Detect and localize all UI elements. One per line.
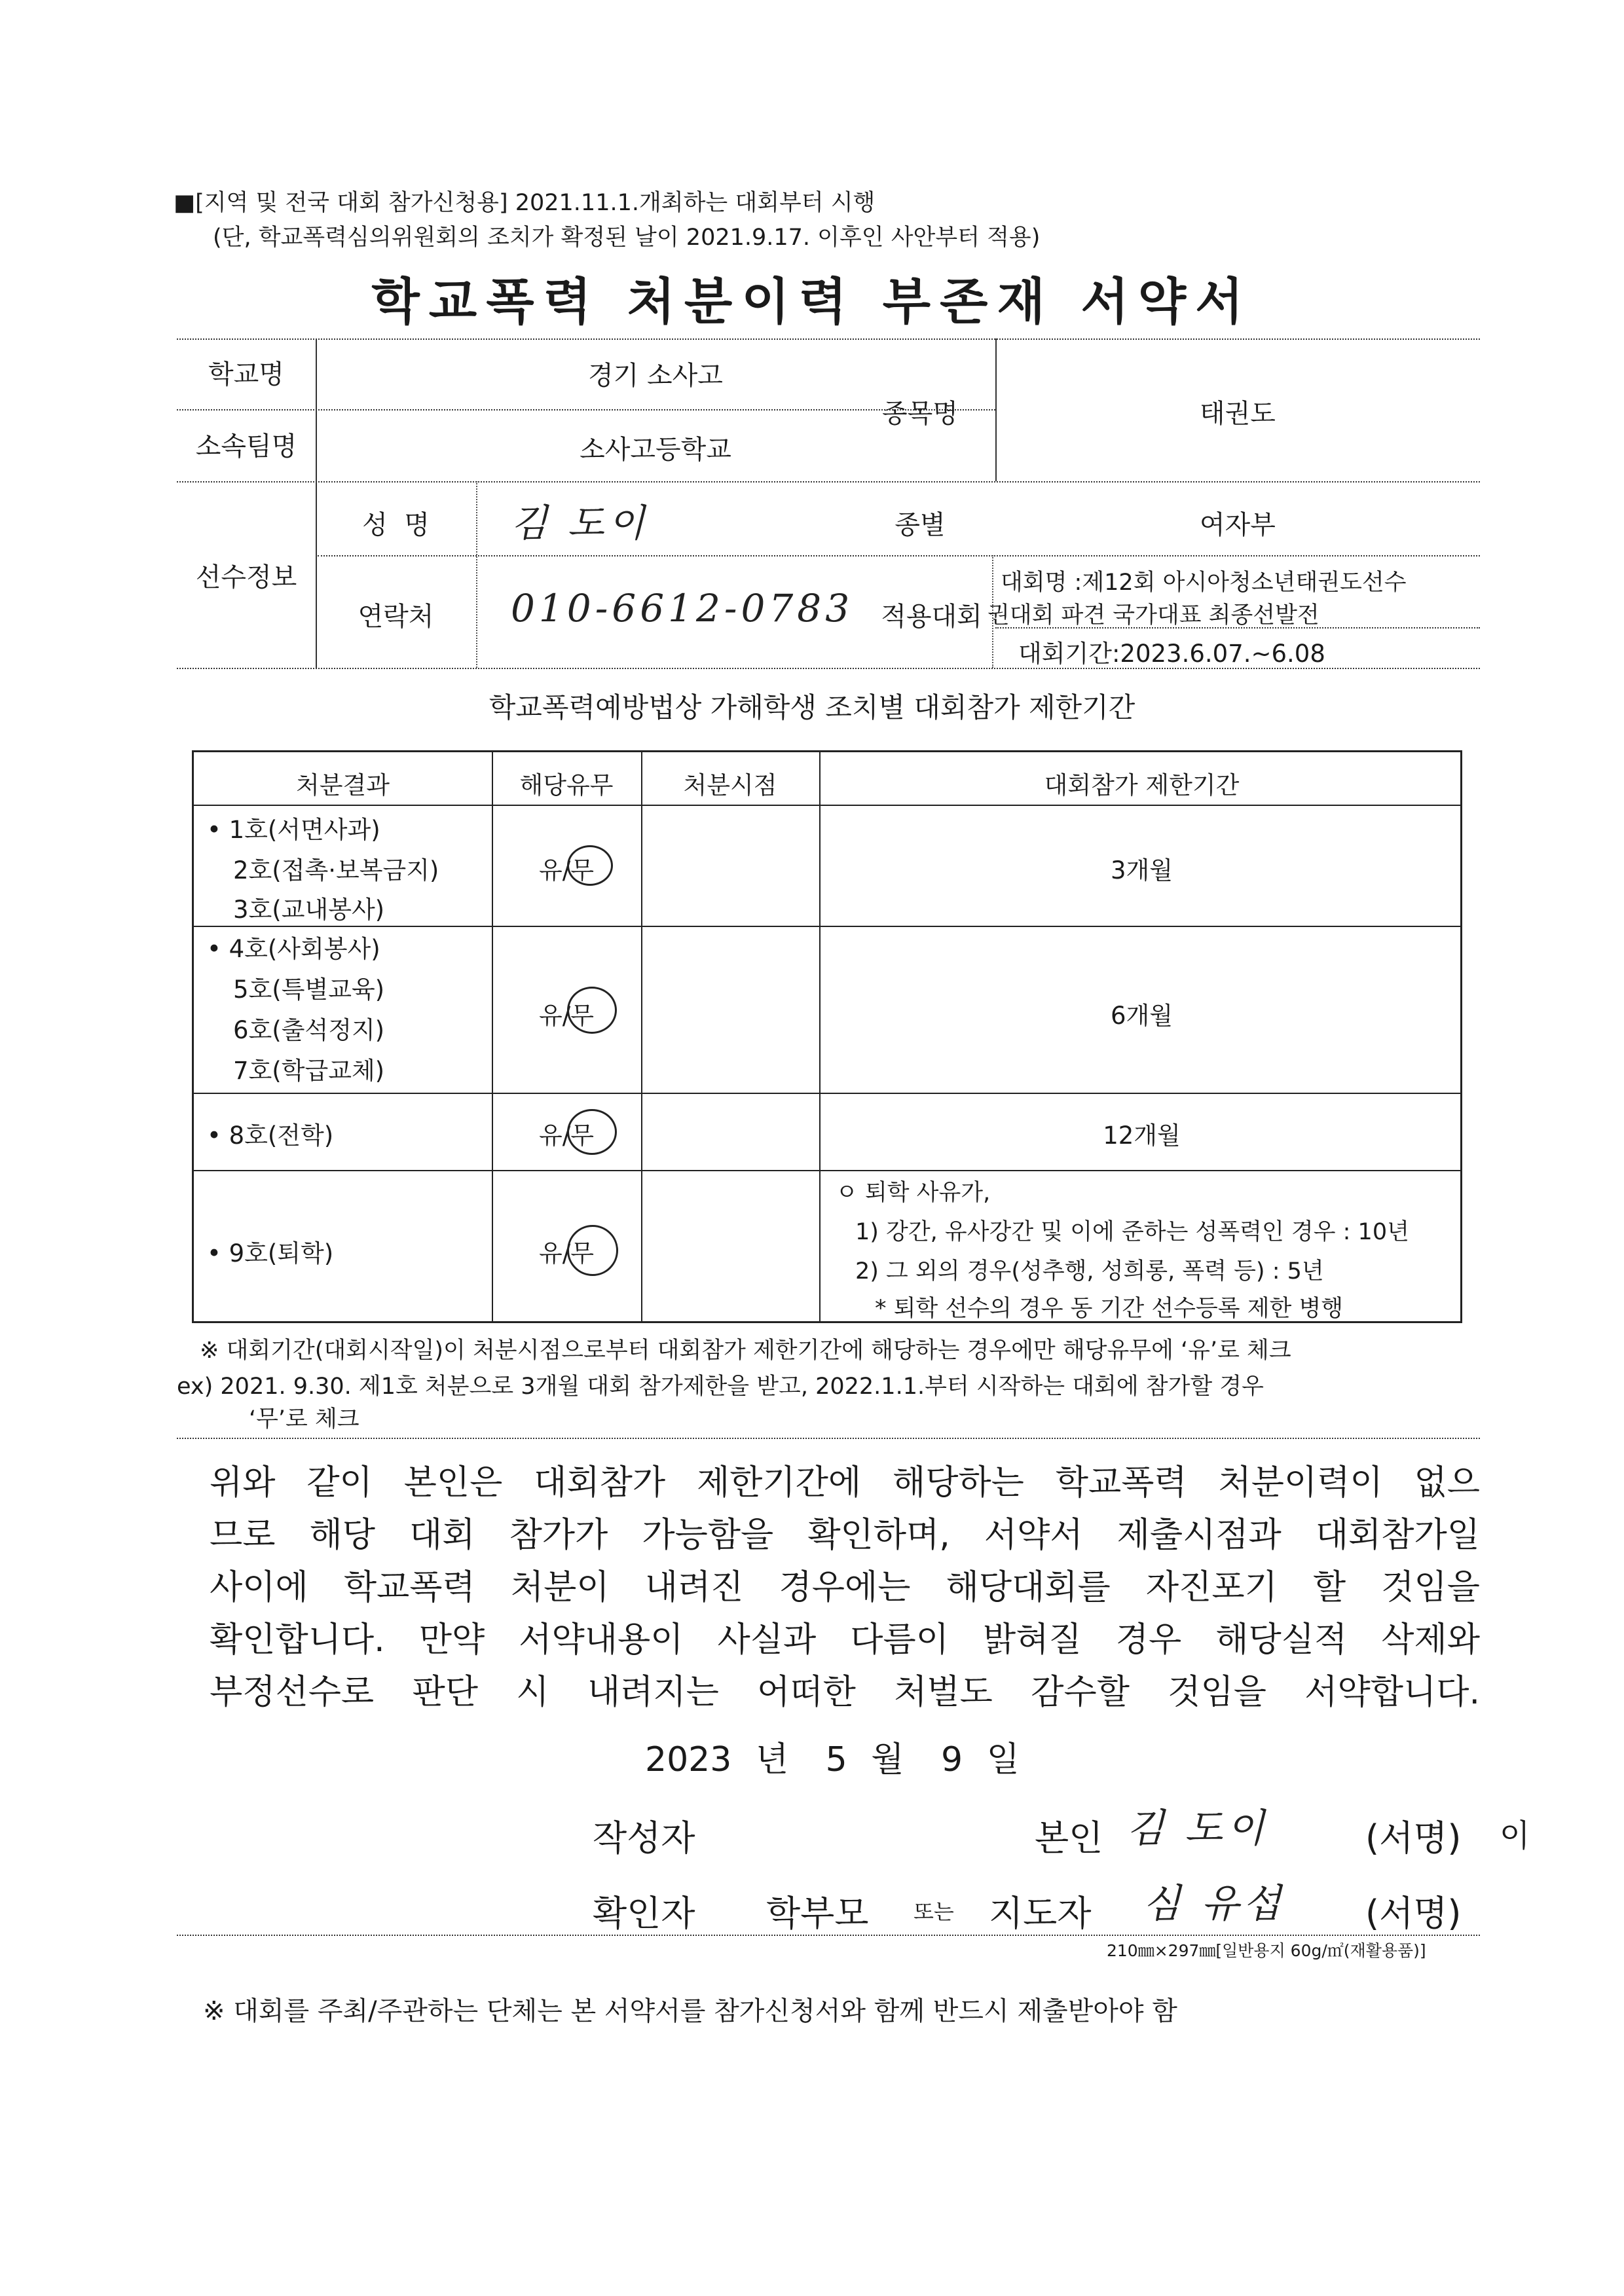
selection-circle (567, 1109, 617, 1155)
notice-line-1: ■[지역 및 전국 대회 참가신청용] 2021.11.1.개최하는 대회부터 시행 (174, 190, 876, 216)
confirmer-label: 확인자 (593, 1893, 695, 1934)
date-month: 5 (825, 1740, 847, 1779)
period-value: 6개월 (1110, 1002, 1173, 1030)
pledge-line: 위와 같이 본인은 대회참가 제한기간에 해당하는 학교폭력 처분이력이 없으 (210, 1463, 1480, 1503)
event-value: 태권도 (1200, 399, 1276, 429)
school-label: 학교명 (208, 359, 284, 390)
date-month-label: 월 (871, 1740, 904, 1779)
parent-label: 학부모 (766, 1893, 869, 1934)
divider (177, 1935, 1480, 1936)
competition-name-line2: 권대회 파견 국가대표 최종선발전 (987, 602, 1320, 629)
divider (177, 481, 1480, 483)
pledge-line: 확인합니다. 만약 서약내용이 사실과 다름이 밝혀질 경우 해당실적 삭제와 (210, 1620, 1480, 1660)
applicable-mark: 유/무 (539, 1239, 594, 1267)
name-label: 성 명 (362, 510, 430, 540)
divider (194, 805, 1460, 806)
notice-line-2: (단, 학교폭력심의위원회의 조치가 확정된 날이 2021.9.17. 이후인 사안부터 적용) (213, 225, 1041, 251)
result-item: 3호(교내봉사) (233, 896, 385, 924)
coach-label: 지도자 (989, 1893, 1092, 1934)
date-year-label: 년 (755, 1740, 789, 1779)
pledge-text (210, 1457, 1480, 1719)
competition-label: 적용대회 (881, 602, 982, 632)
date-day-label: 일 (986, 1740, 1020, 1779)
date-year: 2023 (645, 1740, 732, 1779)
footnote-2: ex) 2021. 9.30. 제1호 처분으로 3개월 대회 참가제한을 받고, 2022.1.1.부터 시작하는 대회에 참가할 경우 (177, 1374, 1264, 1400)
paper-spec: 210㎜×297㎜[일반용지 60g/㎡(재활용품)] (1107, 1941, 1426, 1960)
selection-circle (567, 845, 613, 886)
divider (476, 481, 477, 668)
self-seal-label: (서명) (1365, 1817, 1462, 1859)
result-item: • 8호(전학) (207, 1121, 334, 1150)
result-item: • 9호(퇴학) (207, 1239, 334, 1267)
header-result: 처분결과 (296, 771, 390, 799)
player-name-handwritten: 김 도이 (511, 501, 649, 545)
result-item: 5호(특별교육) (233, 975, 385, 1004)
gender-label: 종별 (895, 510, 946, 540)
school-value: 경기 소사고 (588, 361, 723, 391)
result-item: • 4호(사회봉사) (207, 935, 380, 963)
result-item: • 1호(서면사과) (207, 816, 380, 844)
date-line (645, 1732, 1020, 1781)
result-item: 2호(접촉·보복금지) (233, 856, 439, 884)
period-value: 12개월 (1103, 1121, 1181, 1150)
footnote-3: ‘무’로 체크 (249, 1406, 360, 1432)
competition-period: 대회기간:2023.6.07.~6.08 (1018, 640, 1325, 668)
competition-name-line1: 대회명 :제12회 아시아청소년태권도선수 (1001, 570, 1407, 596)
divider (194, 1170, 1460, 1171)
period-line: ㅇ 퇴학 사유가, (836, 1180, 991, 1206)
selection-circle (567, 1225, 618, 1276)
self-seal-extra: 이 (1500, 1817, 1530, 1854)
bottom-note: ※ 대회를 주최/주관하는 단체는 본 서약서를 참가신청서와 함께 반드시 제출받아야 함 (203, 1996, 1177, 2026)
header-applicable: 해당유무 (519, 771, 614, 799)
period-value: 3개월 (1110, 856, 1173, 884)
header-period: 대회참가 제한기간 (1044, 771, 1240, 799)
period-line: 2) 그 외의 경우(성추행, 성희롱, 폭력 등) : 5년 (855, 1258, 1324, 1285)
self-label: 본인 (1035, 1817, 1103, 1859)
result-item: 7호(학급교체) (233, 1057, 385, 1085)
pledge-line: 부정선수로 판단 시 내려지는 어떠한 처벌도 감수할 것임을 서약합니다. (210, 1673, 1480, 1712)
penalty-table (192, 750, 1462, 1323)
team-label: 소속팀명 (195, 431, 297, 462)
gender-value: 여자부 (1200, 510, 1276, 540)
header-time: 처분시점 (683, 771, 777, 799)
player-info-label: 선수정보 (195, 562, 297, 592)
result-item: 6호(출석정지) (233, 1016, 385, 1044)
event-label: 종목명 (882, 399, 958, 429)
coach-seal-label: (서명) (1365, 1893, 1462, 1934)
date-day: 9 (941, 1740, 963, 1779)
divider (641, 752, 642, 1321)
applicable-mark: 유/무 (539, 856, 594, 884)
divider (194, 926, 1460, 927)
footnote-1: ※ 대회기간(대회시작일)이 처분시점으로부터 대회참가 제한기간에 해당하는 경우에만 해당유무에 ‘유’로 체크 (200, 1338, 1291, 1364)
coach-signature-handwritten: 심 유섭 (1143, 1881, 1285, 1927)
applicable-mark: 유/무 (539, 1121, 594, 1150)
divider (177, 1438, 1480, 1439)
penalty-subtitle: 학교폭력예방법상 가해학생 조치별 대회참가 제한기간 (489, 691, 1135, 723)
period-line: * 퇴학 선수의 경우 동 기간 선수등록 제한 병행 (875, 1296, 1344, 1322)
divider (194, 1093, 1460, 1094)
pledge-line: 사이에 학교폭력 처분이 내려진 경우에는 해당대회를 자진포기 할 것임을 (210, 1568, 1480, 1607)
divider (177, 338, 1480, 340)
pledge-line: 므로 해당 대회 참가가 가능함을 확인하며, 서약서 제출시점과 대회참가일 (210, 1516, 1480, 1555)
period-line: 1) 강간, 유사강간 및 이에 준하는 성폭력인 경우 : 10년 (855, 1219, 1409, 1245)
divider (318, 555, 1480, 556)
contact-label: 연락처 (358, 602, 434, 632)
team-value: 소사고등학교 (580, 435, 731, 465)
selection-circle (567, 987, 617, 1034)
or-label: 또는 (913, 1899, 954, 1924)
document-title: 학교폭력 처분이력 부존재 서약서 (371, 272, 1253, 331)
self-signature-handwritten: 김 도이 (1126, 1806, 1268, 1851)
divider (819, 752, 821, 1321)
applicable-mark: 유/무 (539, 1002, 594, 1030)
contact-handwritten: 010-6612-0783 (511, 586, 854, 630)
writer-label: 작성자 (593, 1817, 695, 1859)
